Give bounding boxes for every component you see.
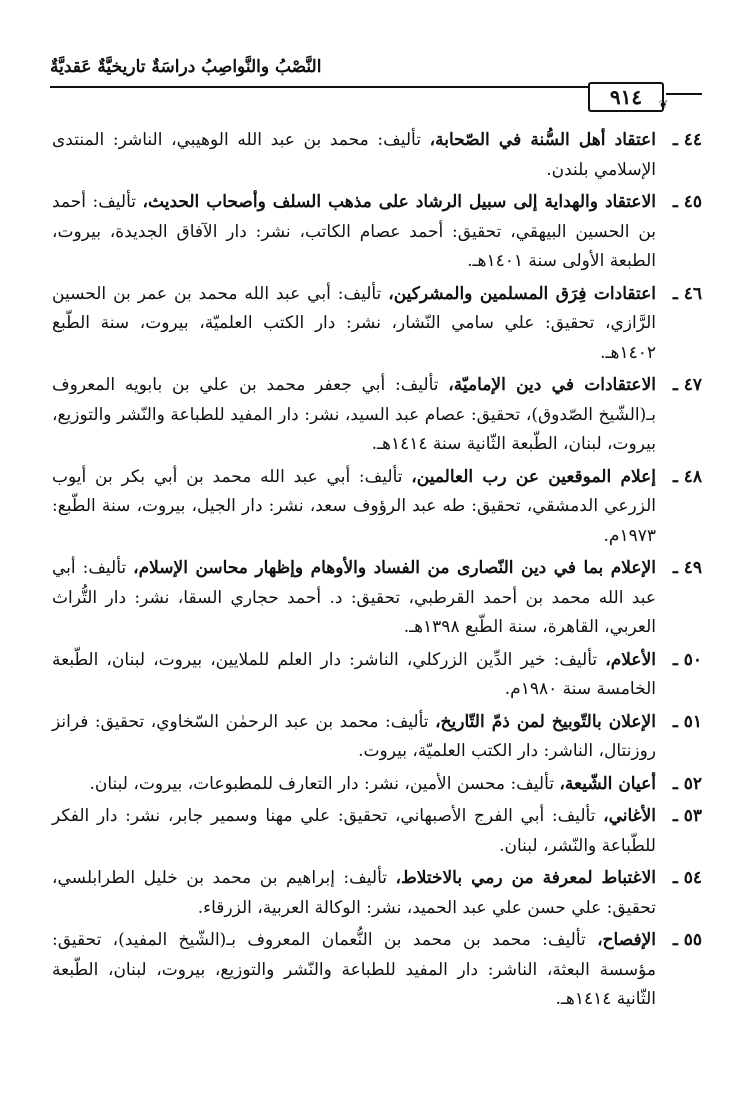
entry-number: ٥٣ ـ xyxy=(672,806,702,826)
ornament-icon: ❦ xyxy=(658,98,668,111)
entry-number: ٤٩ ـ xyxy=(672,558,702,578)
entry-title: الاعتقاد والهداية إلى سبيل الرشاد على مذهب السلف وأصحاب الحديث، xyxy=(142,192,656,212)
entry-title: الاعتقادات في دين الإماميّة، xyxy=(448,375,656,395)
entry-text xyxy=(52,708,656,767)
entry-number: ٤٦ ـ xyxy=(672,283,702,304)
entry-number: ٥٢ ـ xyxy=(672,773,702,794)
entry-text xyxy=(52,554,656,643)
entry-title: اعتقاد أهل السُّنة في الصّحابة، xyxy=(429,130,656,150)
entry-title: الإعلان بالتّوبيخ لمن ذمّ التّاريخ، xyxy=(435,711,656,732)
entry-title: أعيان الشّيعة، xyxy=(559,773,656,794)
entry-details: تأليف: محمد بن عبد الرحمٰن السّخاوي، تحقيق: فرانز روزنتال، الناشر: دار الكتب العلميّة، بيروت. xyxy=(52,711,656,761)
list-item xyxy=(52,188,702,277)
entry-number: ٥١ ـ xyxy=(672,711,702,732)
entry-title: الاغتباط لمعرفة من رمي بالاختلاط، xyxy=(395,868,656,888)
list-item xyxy=(52,646,702,705)
running-header xyxy=(50,55,702,115)
entry-number: ٤٥ ـ xyxy=(672,192,702,212)
entry-text xyxy=(52,371,656,460)
entry-text xyxy=(52,926,656,1015)
entry-details: تأليف: أحمد بن الحسين البيهقي، تحقيق: أحمد عصام الكاتب، نشر: دار الآفاق الجديدة، بيروت، الطبعة الأولى سنة ١٤٠١هـ. xyxy=(52,192,656,271)
entry-text xyxy=(52,463,656,552)
list-item xyxy=(52,708,702,767)
entry-details: تأليف: محسن الأمين، نشر: دار التعارف للمطبوعات، بيروت، لبنان. xyxy=(89,773,560,794)
entry-text xyxy=(52,646,656,705)
entry-details: تأليف: أبي عبد الله محمد بن أحمد القرطبي، تحقيق: د. أحمد حجاري السقا، نشر: دار التُّراث العربي، القاهرة، سنة الطّبع ١٣٩٨هـ. xyxy=(52,558,656,637)
list-item xyxy=(52,463,702,552)
list-item xyxy=(52,926,702,1015)
list-item xyxy=(52,864,702,923)
list-item xyxy=(52,126,702,185)
entry-text xyxy=(52,280,656,369)
list-item xyxy=(52,371,702,460)
entry-text xyxy=(52,802,656,861)
entry-number: ٤٧ ـ xyxy=(672,375,702,395)
entry-title: الإفصاح، xyxy=(597,930,656,950)
list-item xyxy=(52,280,702,369)
header-rule-short xyxy=(666,93,702,95)
entry-number: ٤٨ ـ xyxy=(672,466,702,487)
entry-title: الإعلام بما في دين النّصارى من الفساد والأوهام وإظهار محاسن الإسلام، xyxy=(133,558,656,578)
entry-details: تأليف: أبي عبد الله محمد بن عمر بن الحسين الرَّازي، تحقيق: علي سامي النّشار، نشر: دار الكتب العلميّة، بيروت، سنة الطّبع ١٤٠٢هـ. xyxy=(52,283,656,363)
entry-details: تأليف: خير الدِّين الزركلي، الناشر: دار العلم للملايين، بيروت، لبنان، الطّبعة الخامسة سنة ١٩٨٠م. xyxy=(52,649,656,699)
bibliography-list xyxy=(52,126,702,1018)
page-number: ٩١٤ xyxy=(609,85,643,109)
entry-details: تأليف: أبي جعفر محمد بن علي بن بابويه المعروف بـ(الشّيخ الصّدوق)، تحقيق: عصام عبد السيد، نشر: دار المفيد للطباعة والنّشر والتوزيع، بيروت، لبنان، الطّبعة الثّانية سنة ١٤١٤هـ. xyxy=(52,375,656,454)
entry-text xyxy=(52,126,656,185)
header-title: النَّصْبُ والنَّواصِبُ دراسَةٌ تاريخيَّةٌ عَقديَّةٌ xyxy=(50,57,322,77)
entry-text xyxy=(52,188,656,277)
list-item xyxy=(52,802,702,861)
entry-text xyxy=(52,864,656,923)
entry-number: ٥٥ ـ xyxy=(672,930,702,950)
entry-number: ٥٠ ـ xyxy=(672,649,702,670)
entry-details: تأليف: أبي عبد الله محمد بن أبي بكر بن أيوب الزرعي الدمشقي، تحقيق: طه عبد الرؤوف سعد، نشر: دار الجيل، بيروت، سنة الطّبع: ١٩٧٣م. xyxy=(52,466,656,546)
entry-text xyxy=(52,770,656,800)
entry-title: الأغاني، xyxy=(603,806,656,826)
entry-title: الأعلام، xyxy=(605,649,656,670)
entry-title: اعتقادات فِرَق المسلمين والمشركين، xyxy=(388,283,656,304)
entry-details: تأليف: محمد بن عبد الله الوهيبي، الناشر: المنتدى الإسلامي بلندن. xyxy=(52,130,656,180)
entry-details: تأليف: إبراهيم بن محمد بن خليل الطرابلسي، تحقيق: علي حسن علي عبد الحميد، نشر: الوكالة العربية، الزرقاء. xyxy=(52,868,656,918)
list-item xyxy=(52,770,702,800)
entry-number: ٥٤ ـ xyxy=(672,868,702,888)
entry-details: تأليف: محمد بن محمد بن النُّعمان المعروف بـ(الشّيخ المفيد)، تحقيق: مؤسسة البعثة، الناشر: دار المفيد للطباعة والنّشر والتوزيع، بيروت، لبنان، الطّبعة الثّانية ١٤١٤هـ. xyxy=(52,930,656,1009)
entry-number: ٤٤ ـ xyxy=(672,130,702,150)
entry-details: تأليف: أبي الفرج الأصبهاني، تحقيق: علي مهنا وسمير جابر، نشر: دار الفكر للطّباعة والنّشر، لبنان. xyxy=(52,806,656,856)
header-rule xyxy=(50,86,624,88)
list-item xyxy=(52,554,702,643)
entry-title: إعلام الموقعين عن رب العالمين، xyxy=(411,466,656,487)
page-number-box xyxy=(588,82,664,112)
